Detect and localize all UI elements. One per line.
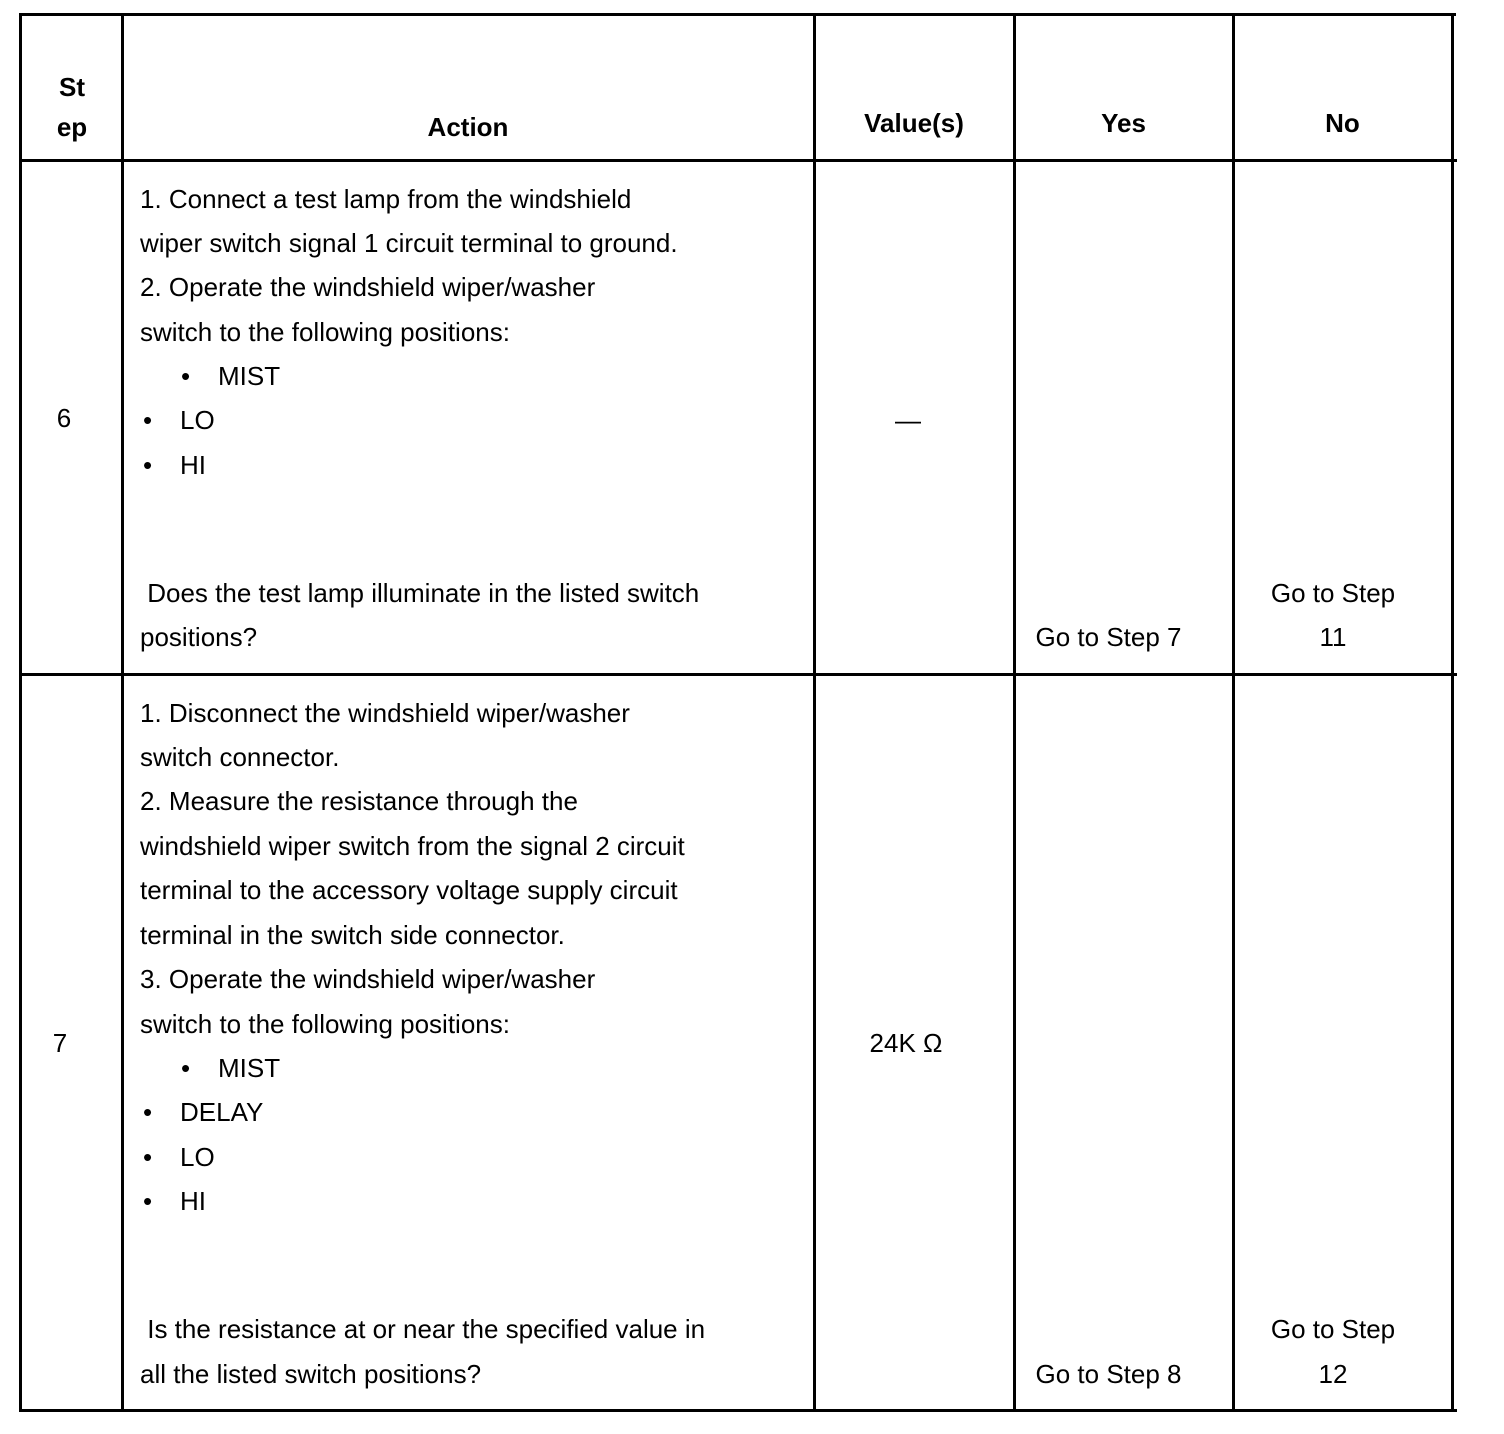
row-6-value: — [895,405,921,435]
row-7-action-line: 2. Measure the resistance through the [140,786,578,816]
bullet-glyph: • [143,405,153,435]
row-7-step: 7 [52,1028,68,1058]
header-action: Action [427,112,509,142]
row-7-no-line1: Go to Step [1270,1314,1396,1344]
row-6-action-line: 2. Operate the windshield wiper/washer [140,272,596,302]
bullet-glyph: • [181,361,191,391]
row-7-yes: Go to Step 8 [1035,1359,1182,1389]
column-divider-values [1013,13,1016,1412]
row-6-question-line: positions? [140,622,258,652]
column-divider-action [813,13,816,1412]
table-border-bottom [20,1409,1457,1412]
column-divider-yes [1232,13,1235,1412]
row-6-position-lo: LO [180,405,215,435]
header-step-line1: St [59,72,85,102]
row-6-no-line1: Go to Step [1270,578,1396,608]
row-7-action-line: windshield wiper switch from the signal 2 circuit [140,831,685,861]
row-7-position-delay: DELAY [180,1097,264,1127]
row-7-question-line: Is the resistance at or near the specified value in [140,1314,706,1344]
row-7-position-lo: LO [180,1142,215,1172]
row-7-action-line: 1. Disconnect the windshield wiper/washer [140,698,630,728]
header-divider [20,159,1457,162]
table-border-right [1451,13,1454,1412]
row-7-question-line: all the listed switch positions? [140,1359,482,1389]
row-6-action-line: 1. Connect a test lamp from the windshield [140,184,632,214]
row-7-position-hi: HI [180,1186,206,1216]
row-7-value: 24K Ω [869,1028,943,1058]
row-6-position-hi: HI [180,450,206,480]
row-6-position-mist: MIST [218,361,281,391]
row-divider [20,673,1457,676]
table-border-left [19,13,22,1412]
table-border-top [20,13,1456,16]
header-yes: Yes [1101,108,1146,138]
bullet-glyph: • [143,1186,153,1216]
bullet-glyph: • [181,1053,191,1083]
row-6-yes: Go to Step 7 [1035,622,1182,652]
bullet-glyph: • [143,450,153,480]
bullet-glyph: • [143,1142,153,1172]
row-6-question-line: Does the test lamp illuminate in the listed switch [140,578,700,608]
row-7-action-line: 3. Operate the windshield wiper/washer [140,964,596,994]
row-6-action-line: wiper switch signal 1 circuit terminal to ground. [140,228,678,258]
header-no: No [1325,108,1360,138]
header-step-line2: ep [56,112,88,142]
row-7-action-line: switch connector. [140,742,340,772]
row-7-action-line: switch to the following positions: [140,1009,510,1039]
bullet-glyph: • [143,1097,153,1127]
column-divider-step [121,13,124,1412]
row-7-position-mist: MIST [218,1053,281,1083]
header-values: Value(s) [864,108,964,138]
row-6-step: 6 [56,403,72,433]
row-7-action-line: terminal to the accessory voltage supply circuit [140,875,678,905]
row-7-action-line: terminal in the switch side connector. [140,920,565,950]
row-6-action-line: switch to the following positions: [140,317,510,347]
row-7-no-line2: 12 [1318,1359,1348,1389]
row-6-no-line2: 11 [1319,622,1347,652]
